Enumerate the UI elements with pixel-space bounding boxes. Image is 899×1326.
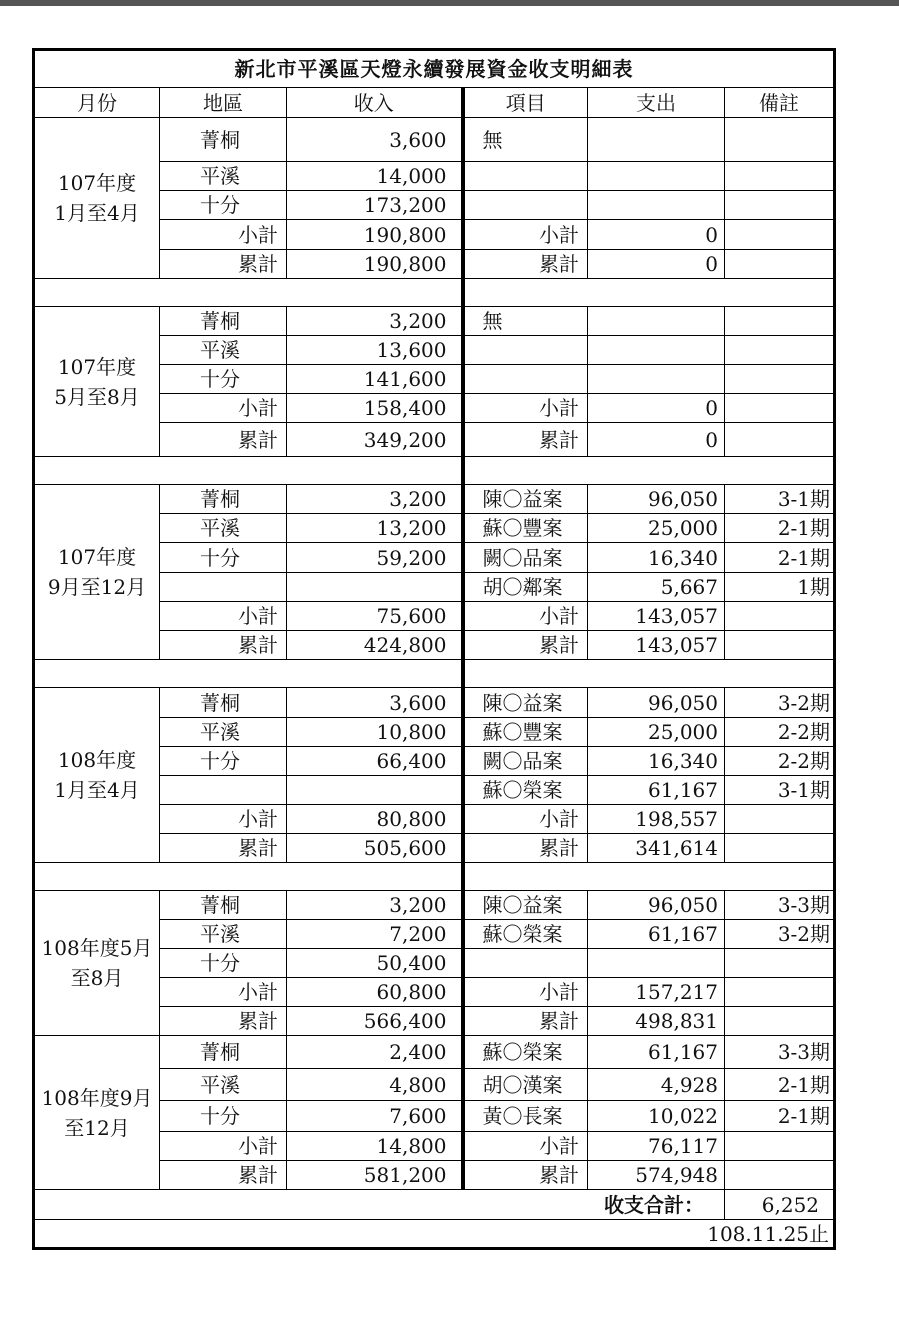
note-cell xyxy=(725,336,835,365)
expense-cell: 16,340 xyxy=(588,747,725,776)
region-cell: 菁桐 xyxy=(160,307,287,336)
subtotal-note xyxy=(725,220,835,250)
item-cell: 蘇〇榮案 xyxy=(463,920,588,949)
title-row xyxy=(34,50,835,88)
cumulative-note xyxy=(725,1161,835,1190)
cumulative-income: 581,200 xyxy=(287,1161,463,1190)
period-line-1: 107年度 xyxy=(57,354,137,379)
cumulative-note xyxy=(725,834,835,863)
subtotal-label: 小計 xyxy=(160,978,287,1007)
item-cell: 陳〇益案 xyxy=(463,891,588,920)
income-cell: 10,800 xyxy=(287,718,463,747)
subtotal-item-label: 小計 xyxy=(463,978,588,1007)
section-gap xyxy=(34,279,835,307)
income-cell: 3,600 xyxy=(287,118,463,162)
note-cell: 3-2期 xyxy=(725,688,835,718)
cumulative-label: 累計 xyxy=(160,834,287,863)
gap-left xyxy=(34,279,463,307)
cumulative-label: 累計 xyxy=(160,631,287,660)
item-cell xyxy=(463,336,588,365)
subtotal-item-label: 小計 xyxy=(463,805,588,834)
section-gap xyxy=(34,457,835,485)
income-cell xyxy=(287,776,463,805)
note-cell xyxy=(725,365,835,394)
subtotal-note xyxy=(725,978,835,1007)
subtotal-expense: 157,217 xyxy=(588,978,725,1007)
cumulative-item-label: 累計 xyxy=(463,834,588,863)
income-cell: 3,600 xyxy=(287,688,463,718)
region-cell: 十分 xyxy=(160,543,287,573)
gap-right xyxy=(463,863,835,891)
total-label: 收支合計： xyxy=(34,1190,725,1220)
region-cell: 十分 xyxy=(160,949,287,978)
expense-cell: 4,928 xyxy=(588,1069,725,1101)
item-cell: 蘇〇榮案 xyxy=(463,776,588,805)
period-label xyxy=(34,307,160,457)
table-title: 新北市平溪區天燈永續發展資金收支明細表 xyxy=(34,50,835,88)
income-cell: 66,400 xyxy=(287,747,463,776)
period-line-2: 1月至4月 xyxy=(54,201,140,225)
region-cell: 平溪 xyxy=(160,718,287,747)
gap-left xyxy=(34,660,463,688)
cumulative-income: 349,200 xyxy=(287,423,463,457)
region-cell xyxy=(160,573,287,602)
header-note: 備註 xyxy=(725,88,835,118)
period-line-2: 9月至12月 xyxy=(47,575,147,599)
period-line-1: 107年度 xyxy=(57,171,137,195)
header-expense: 支出 xyxy=(588,88,725,118)
period-line-2: 至8月 xyxy=(70,966,124,990)
subtotal-note xyxy=(725,602,835,631)
date-row xyxy=(34,1220,835,1249)
note-cell: 2-1期 xyxy=(725,543,835,573)
section-4-row-0 xyxy=(34,891,835,920)
note-cell: 3-2期 xyxy=(725,920,835,949)
period-line-2: 5月至8月 xyxy=(54,384,140,409)
section-3-row-0 xyxy=(34,688,835,718)
cumulative-expense: 0 xyxy=(588,423,725,457)
note-cell: 3-3期 xyxy=(725,1036,835,1069)
gap-left xyxy=(34,457,463,485)
expense-cell: 96,050 xyxy=(588,891,725,920)
region-cell xyxy=(160,776,287,805)
expense-cell xyxy=(588,307,725,336)
income-cell xyxy=(287,573,463,602)
gap-right xyxy=(463,660,835,688)
note-cell: 2-1期 xyxy=(725,514,835,543)
subtotal-label: 小計 xyxy=(160,394,287,423)
cumulative-expense: 498,831 xyxy=(588,1007,725,1036)
item-cell xyxy=(463,162,588,191)
income-cell: 141,600 xyxy=(287,365,463,394)
subtotal-item-label: 小計 xyxy=(463,1132,588,1161)
income-cell: 3,200 xyxy=(287,891,463,920)
expense-cell: 61,167 xyxy=(588,1036,725,1069)
section-2-row-0 xyxy=(34,485,835,514)
period-line-1: 108年度9月 xyxy=(41,1085,153,1110)
note-cell xyxy=(725,949,835,978)
income-cell: 3,200 xyxy=(287,485,463,514)
subtotal-item-label: 小計 xyxy=(463,602,588,631)
subtotal-label: 小計 xyxy=(160,602,287,631)
note-cell: 2-1期 xyxy=(725,1069,835,1101)
cumulative-income: 190,800 xyxy=(287,250,463,279)
expense-cell: 96,050 xyxy=(588,485,725,514)
expense-cell xyxy=(588,191,725,220)
note-cell: 3-3期 xyxy=(725,891,835,920)
subtotal-income: 75,600 xyxy=(287,602,463,631)
ledger-sheet xyxy=(32,48,833,1250)
subtotal-item-label: 小計 xyxy=(463,394,588,423)
gap-right xyxy=(463,457,835,485)
expense-cell xyxy=(588,336,725,365)
cumulative-item-label: 累計 xyxy=(463,1007,588,1036)
gap-right xyxy=(463,279,835,307)
note-cell: 3-1期 xyxy=(725,485,835,514)
cumulative-item-label: 累計 xyxy=(463,631,588,660)
note-cell: 2-2期 xyxy=(725,718,835,747)
expense-cell: 96,050 xyxy=(588,688,725,718)
period-label xyxy=(34,891,160,1036)
subtotal-note xyxy=(725,1132,835,1161)
region-cell: 菁桐 xyxy=(160,118,287,162)
subtotal-income: 190,800 xyxy=(287,220,463,250)
note-cell: 1期 xyxy=(725,573,835,602)
expense-cell xyxy=(588,949,725,978)
cumulative-expense: 143,057 xyxy=(588,631,725,660)
expense-cell: 10,022 xyxy=(588,1101,725,1132)
header-region: 地區 xyxy=(160,88,287,118)
region-cell: 平溪 xyxy=(160,336,287,365)
item-cell: 蘇〇榮案 xyxy=(463,1036,588,1069)
section-1-row-0 xyxy=(34,307,835,336)
expense-cell xyxy=(588,365,725,394)
header-month: 月份 xyxy=(34,88,160,118)
item-cell xyxy=(463,949,588,978)
total-value: 6,252 xyxy=(725,1190,835,1220)
subtotal-income: 158,400 xyxy=(287,394,463,423)
subtotal-expense: 143,057 xyxy=(588,602,725,631)
cumulative-item-label: 累計 xyxy=(463,250,588,279)
header-income: 收入 xyxy=(287,88,463,118)
cumulative-item-label: 累計 xyxy=(463,423,588,457)
subtotal-expense: 198,557 xyxy=(588,805,725,834)
region-cell: 菁桐 xyxy=(160,688,287,718)
cumulative-label: 累計 xyxy=(160,423,287,457)
expense-cell: 25,000 xyxy=(588,514,725,543)
cumulative-income: 566,400 xyxy=(287,1007,463,1036)
cumulative-note xyxy=(725,423,835,457)
cumulative-label: 累計 xyxy=(160,1161,287,1190)
cumulative-income: 424,800 xyxy=(287,631,463,660)
income-cell: 59,200 xyxy=(287,543,463,573)
top-bar xyxy=(0,0,899,6)
subtotal-note xyxy=(725,805,835,834)
period-line-1: 107年度 xyxy=(57,545,137,569)
ledger-table xyxy=(32,48,836,1250)
region-cell: 平溪 xyxy=(160,162,287,191)
period-label xyxy=(34,118,160,279)
section-0-row-0 xyxy=(34,118,835,162)
cumulative-expense: 341,614 xyxy=(588,834,725,863)
region-cell: 平溪 xyxy=(160,1069,287,1101)
note-cell xyxy=(725,191,835,220)
note-cell: 3-1期 xyxy=(725,776,835,805)
header-row xyxy=(34,88,835,118)
period-line-1: 108年度5月 xyxy=(41,936,153,960)
region-cell: 十分 xyxy=(160,747,287,776)
expense-cell: 61,167 xyxy=(588,920,725,949)
note-cell xyxy=(725,118,835,162)
item-cell: 陳〇益案 xyxy=(463,688,588,718)
item-cell: 闕〇品案 xyxy=(463,747,588,776)
region-cell: 十分 xyxy=(160,1101,287,1132)
income-cell: 14,000 xyxy=(287,162,463,191)
header-item: 項目 xyxy=(463,88,588,118)
date-label: 108.11.25止 xyxy=(34,1220,835,1249)
region-cell: 十分 xyxy=(160,365,287,394)
cumulative-note xyxy=(725,1007,835,1036)
income-cell: 13,200 xyxy=(287,514,463,543)
income-cell: 3,200 xyxy=(287,307,463,336)
item-cell: 蘇〇豐案 xyxy=(463,514,588,543)
expense-cell xyxy=(588,118,725,162)
section-gap xyxy=(34,863,835,891)
subtotal-expense: 0 xyxy=(588,394,725,423)
cumulative-expense: 574,948 xyxy=(588,1161,725,1190)
subtotal-label: 小計 xyxy=(160,220,287,250)
subtotal-label: 小計 xyxy=(160,805,287,834)
section-gap xyxy=(34,660,835,688)
cumulative-label: 累計 xyxy=(160,250,287,279)
cumulative-label: 累計 xyxy=(160,1007,287,1036)
period-line-2: 至12月 xyxy=(64,1115,130,1140)
expense-cell: 16,340 xyxy=(588,543,725,573)
total-row xyxy=(34,1190,835,1220)
region-cell: 菁桐 xyxy=(160,485,287,514)
expense-cell: 5,667 xyxy=(588,573,725,602)
section-5-row-0 xyxy=(34,1036,835,1069)
period-label xyxy=(34,1036,160,1190)
period-line-2: 1月至4月 xyxy=(54,778,140,802)
period-line-1: 108年度 xyxy=(57,748,137,772)
note-cell xyxy=(725,307,835,336)
income-cell: 4,800 xyxy=(287,1069,463,1101)
item-cell: 無 xyxy=(463,118,588,162)
region-cell: 平溪 xyxy=(160,514,287,543)
region-cell: 十分 xyxy=(160,191,287,220)
subtotal-income: 14,800 xyxy=(287,1132,463,1161)
subtotal-income: 80,800 xyxy=(287,805,463,834)
income-cell: 13,600 xyxy=(287,336,463,365)
cumulative-income: 505,600 xyxy=(287,834,463,863)
income-cell: 50,400 xyxy=(287,949,463,978)
subtotal-item-label: 小計 xyxy=(463,220,588,250)
cumulative-expense: 0 xyxy=(588,250,725,279)
note-cell: 2-2期 xyxy=(725,747,835,776)
period-label xyxy=(34,688,160,863)
item-cell: 胡〇漢案 xyxy=(463,1069,588,1101)
subtotal-income: 60,800 xyxy=(287,978,463,1007)
expense-cell: 61,167 xyxy=(588,776,725,805)
subtotal-expense: 76,117 xyxy=(588,1132,725,1161)
income-cell: 7,200 xyxy=(287,920,463,949)
note-cell xyxy=(725,162,835,191)
period-label xyxy=(34,485,160,660)
income-cell: 2,400 xyxy=(287,1036,463,1069)
subtotal-expense: 0 xyxy=(588,220,725,250)
gap-left xyxy=(34,863,463,891)
item-cell xyxy=(463,191,588,220)
item-cell: 無 xyxy=(463,307,588,336)
item-cell: 黃〇長案 xyxy=(463,1101,588,1132)
note-cell: 2-1期 xyxy=(725,1101,835,1132)
expense-cell: 25,000 xyxy=(588,718,725,747)
cumulative-note xyxy=(725,250,835,279)
subtotal-label: 小計 xyxy=(160,1132,287,1161)
item-cell: 胡〇鄰案 xyxy=(463,573,588,602)
region-cell: 菁桐 xyxy=(160,891,287,920)
item-cell xyxy=(463,365,588,394)
income-cell: 7,600 xyxy=(287,1101,463,1132)
item-cell: 陳〇益案 xyxy=(463,485,588,514)
income-cell: 173,200 xyxy=(287,191,463,220)
subtotal-note xyxy=(725,394,835,423)
cumulative-note xyxy=(725,631,835,660)
region-cell: 平溪 xyxy=(160,920,287,949)
expense-cell xyxy=(588,162,725,191)
cumulative-item-label: 累計 xyxy=(463,1161,588,1190)
item-cell: 蘇〇豐案 xyxy=(463,718,588,747)
region-cell: 菁桐 xyxy=(160,1036,287,1069)
item-cell: 闕〇品案 xyxy=(463,543,588,573)
